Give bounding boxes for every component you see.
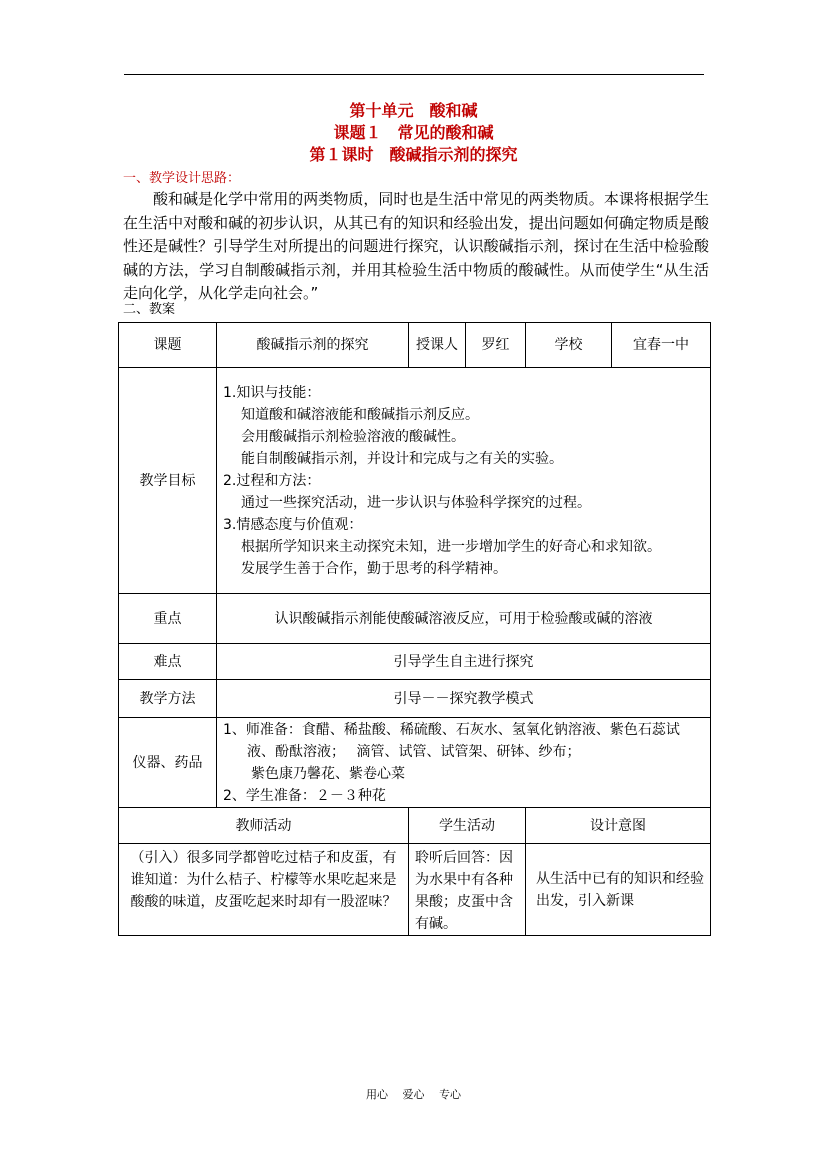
design-intro-paragraph: 酸和碱是化学中常用的两类物质，同时也是生活中常见的两类物质。本课将根据学生在生活中对酸和碱的初步认识，从其已有的知识和经验出发，提出问题如何确定物质是酸性还是碱性？引导学生对所提出的问题进行探究，认识酸碱指示剂，探讨在生活中检验酸碱的方法，学习自制酸碱指示剂，并用其检验生活中物质的酸碱性。从而使学生“从生活走向化学，从化学走向社会。” <box>123 190 709 302</box>
objective-heading: 1.知识与技能： <box>223 384 321 401</box>
table-row <box>119 808 711 844</box>
table-row <box>119 323 711 368</box>
page-footer: 用心 爱心 专心 <box>366 1088 461 1101</box>
objective-item: 通过一些探究活动，进一步认识与体验科学探究的过程。 <box>241 494 591 511</box>
key-point-label: 重点 <box>119 594 217 644</box>
design-intent: 从生活中已有的知识和经验出发，引入新课 <box>526 844 711 936</box>
school-value: 宜春一中 <box>612 323 711 368</box>
table-row <box>119 368 711 594</box>
section1-heading: 一、教学设计思路： <box>123 171 241 186</box>
method-label: 教学方法 <box>119 680 217 718</box>
objective-heading: 3.情感态度与价值观： <box>223 516 363 533</box>
header-rule <box>124 74 704 75</box>
school-label: 学校 <box>526 323 612 368</box>
lesson-title: 第１课时 酸碱指示剂的探究 <box>309 145 518 164</box>
key-point-value: 认识酸碱指示剂能使酸碱溶液反应，可用于检验酸或碱的溶液 <box>217 594 711 644</box>
objective-item: 会用酸碱指示剂检验溶液的酸碱性。 <box>241 428 465 445</box>
topic-label: 课题 <box>119 323 217 368</box>
teacher-activity: （引入）很多同学都曾吃过桔子和皮蛋，有谁知道：为什么桔子、柠檬等水果吃起来是酸酸的味道，皮蛋吃起来时却有一股涩味？ <box>119 844 409 936</box>
objectives-content <box>217 368 711 594</box>
teacher-prep-cont: 紫色康乃馨花、紫卷心菜 <box>251 765 405 782</box>
objective-item: 知道酸和碱溶液能和酸碱指示剂反应。 <box>241 406 479 423</box>
objective-heading: 2.过程和方法： <box>223 472 321 489</box>
design-intent-header: 设计意图 <box>526 808 711 844</box>
teacher-value: 罗红 <box>466 323 526 368</box>
topic-value: 酸碱指示剂的探究 <box>217 323 409 368</box>
section2-heading: 二、教案 <box>123 302 176 317</box>
teacher-activity-header: 教师活动 <box>119 808 409 844</box>
title-block <box>0 100 827 166</box>
teacher-label: 授课人 <box>409 323 466 368</box>
materials-content <box>217 718 711 808</box>
student-activity-header: 学生活动 <box>409 808 526 844</box>
objective-item: 根据所学知识来主动探究未知，进一步增加学生的好奇心和求知欲。 <box>241 538 661 555</box>
table-row <box>119 680 711 718</box>
difficulty-value: 引导学生自主进行探究 <box>217 644 711 680</box>
table-row <box>119 844 711 936</box>
lesson-plan-table <box>118 322 711 936</box>
table-row <box>119 718 711 808</box>
student-activity: 聆听后回答：因为水果中有各种果酸；皮蛋中含有碱。 <box>409 844 526 936</box>
unit-title: 第十单元 酸和碱 <box>349 101 478 120</box>
method-value: 引导－－探究教学模式 <box>217 680 711 718</box>
topic-title: 课题１ 常见的酸和碱 <box>333 123 494 142</box>
difficulty-label: 难点 <box>119 644 217 680</box>
objectives-label: 教学目标 <box>119 368 217 594</box>
objective-item: 发展学生善于合作，勤于思考的科学精神。 <box>241 560 507 577</box>
teacher-prep: 1、师准备：食醋、稀盐酸、稀硫酸、石灰水、氢氧化钠溶液、紫色石蕊试液、酚酞溶液； 滴管、试管、试管架、研钵、纱布； <box>223 721 680 760</box>
student-prep: 2、学生准备：２－３种花 <box>223 787 386 804</box>
objective-item: 能自制酸碱指示剂，并设计和完成与之有关的实验。 <box>241 450 563 467</box>
table-row <box>119 594 711 644</box>
table-row <box>119 644 711 680</box>
materials-label: 仪器、药品 <box>119 718 217 808</box>
